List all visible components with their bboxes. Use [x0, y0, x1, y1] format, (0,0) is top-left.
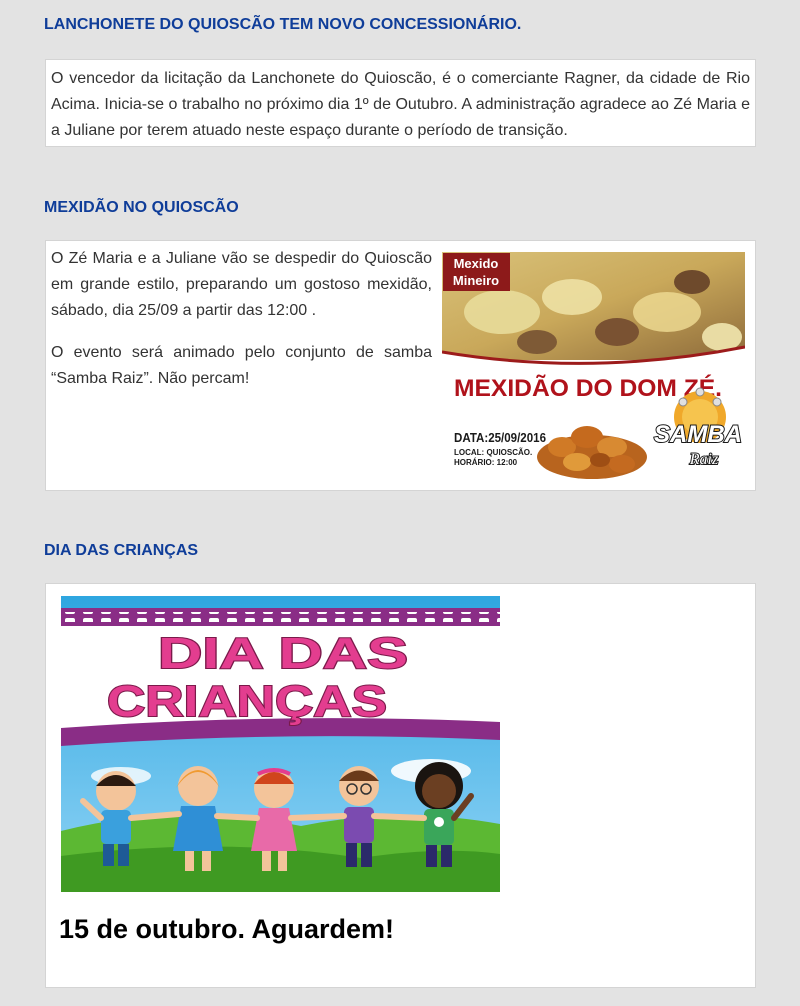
article-paragraph-2: O evento será animado pelo conjunto de samba “Samba Raiz”. Não percam!	[51, 344, 432, 387]
mexidao-poster-image	[442, 252, 745, 480]
article-body-lanchonete: O vencedor da licitação da Lanchonete do Quioscão, é o comerciante Ragner, da cidade de Rio Acima. Inicia-se o trabalho no próximo dia 1º de Outubro. A administração agradece ao Zé Maria e a Juliane por terem atuado neste espaço durante o período de transição.	[51, 70, 750, 139]
badge-line-2: Mineiro	[452, 273, 500, 288]
article-card-mexidao	[45, 240, 756, 491]
dia-criancas-banner-graphic	[61, 596, 500, 892]
dia-criancas-date-note: 15 de outubro. Aguardem!	[59, 914, 395, 944]
badge-line-1: Mexido	[453, 256, 499, 271]
banner-line-1: DIA DAS	[158, 629, 408, 678]
article-card-lanchonete	[45, 59, 756, 147]
mexidao-poster-graphic	[442, 252, 745, 480]
poster-location: LOCAL: QUIOSCÃO.	[454, 448, 533, 457]
section-title-lanchonete: LANCHONETE DO QUIOSCÃO TEM NOVO CONCESSIONÁRIO.	[44, 16, 522, 33]
banner-line-2: CRIANÇAS	[107, 677, 387, 726]
section-title-dia-criancas: DIA DAS CRIANÇAS	[44, 542, 199, 559]
article-paragraph-1: O Zé Maria e a Juliane vão se despedir do Quioscão em grande estilo, preparando um gostoso mexidão, sábado, dia 25/09 a partir das 12:00 .	[51, 250, 432, 319]
article-text-mexidao	[51, 246, 432, 392]
section-title-mexidao: MEXIDÃO NO QUIOSCÃO	[44, 199, 239, 216]
dia-criancas-banner-image	[61, 596, 500, 892]
samba-logo-sub: Raiz	[689, 451, 719, 468]
article-card-dia-criancas	[45, 583, 756, 988]
poster-date: DATA:25/09/2016	[454, 430, 546, 445]
poster-headline: MEXIDÃO DO DOM ZÉ.	[454, 375, 716, 402]
samba-logo-word: SAMBA	[654, 421, 742, 448]
poster-time: HORÁRIO: 12:00	[454, 458, 518, 467]
